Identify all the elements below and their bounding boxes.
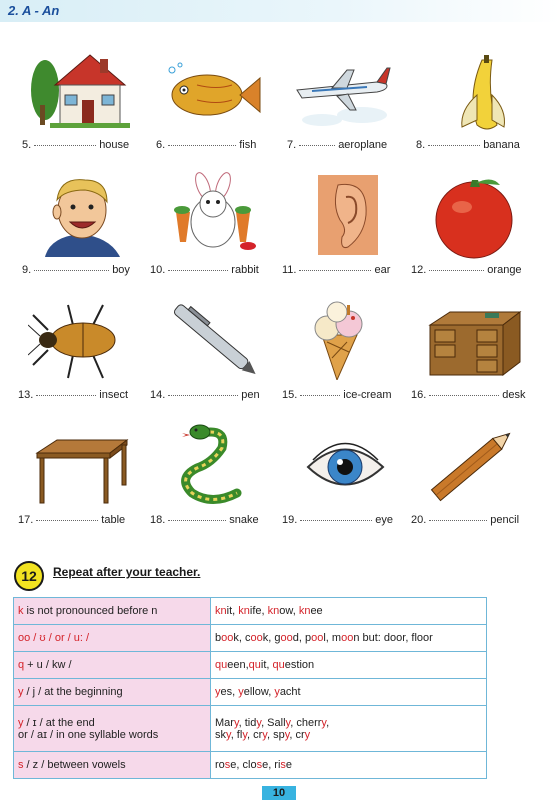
answer-blank[interactable] (168, 145, 236, 146)
item-number: 9. (22, 264, 32, 276)
item-caption-8 (416, 139, 520, 151)
orange-icon (432, 175, 517, 260)
item-word: ice-cream (343, 389, 392, 401)
answer-blank[interactable] (429, 395, 499, 396)
table-row (14, 752, 487, 779)
rule-cell: y / j / at the beginning (14, 679, 211, 706)
ice-cream-icon (307, 300, 372, 380)
item-number: 11. (282, 264, 297, 276)
rule-cell: q + u / kw / (14, 652, 211, 679)
item-word: house (99, 139, 130, 151)
item-word: ear (374, 264, 391, 276)
example-cell: Mary, tidy, Sally, cherry, sky, fly, cry, spy, cry (211, 706, 487, 752)
answer-blank[interactable] (300, 395, 340, 396)
rule-cell: s / z / between vowels (14, 752, 211, 779)
item-caption-6 (156, 139, 256, 151)
table-row (14, 598, 487, 625)
answer-blank[interactable] (299, 270, 371, 271)
banana-icon (452, 55, 512, 135)
item-word: banana (483, 139, 520, 151)
header-band (0, 0, 560, 22)
eye-icon (303, 432, 388, 502)
item-number: 8. (416, 139, 426, 151)
item-caption-16 (411, 389, 526, 401)
item-number: 14. (150, 389, 166, 401)
pen-icon (170, 300, 260, 380)
table-row (14, 679, 487, 706)
item-number: 16. (411, 389, 427, 401)
item-caption-15 (282, 389, 392, 401)
item-word: desk (502, 389, 526, 401)
pencil-icon (425, 425, 520, 505)
desk-icon (425, 310, 525, 380)
item-caption-5 (22, 139, 129, 151)
item-number: 5. (22, 139, 32, 151)
item-caption-19 (282, 514, 393, 526)
answer-blank[interactable] (34, 270, 109, 271)
snake-icon (172, 418, 252, 508)
boy-icon (35, 172, 130, 257)
item-caption-14 (150, 389, 260, 401)
aeroplane-icon (292, 60, 392, 130)
item-number: 17. (18, 514, 34, 526)
item-caption-10 (150, 264, 259, 276)
item-word: snake (229, 514, 259, 526)
answer-blank[interactable] (299, 145, 335, 146)
item-word: table (101, 514, 126, 526)
item-word: eye (375, 514, 394, 526)
exercise-number-badge: 12 (14, 561, 44, 591)
item-word: pencil (490, 514, 520, 526)
page-number: 10 (262, 786, 296, 800)
table-row (14, 625, 487, 652)
item-caption-7 (287, 139, 387, 151)
item-number: 13. (18, 389, 34, 401)
example-cell: yes, yellow, yacht (211, 679, 487, 706)
item-number: 20. (411, 514, 427, 526)
answer-blank[interactable] (36, 520, 98, 521)
answer-blank[interactable] (168, 270, 228, 271)
rule-cell: y / ɪ / at the end or / aɪ / in one syllable words (14, 706, 211, 752)
item-caption-9 (22, 264, 130, 276)
exercise-heading: Repeat after your teacher. (53, 565, 201, 579)
table-row (14, 706, 487, 752)
fish-icon (162, 60, 262, 125)
item-number: 19. (282, 514, 298, 526)
example-cell: rose, close, rise (211, 752, 487, 779)
example-cell: book, cook, good, pool, moon but: door, floor (211, 625, 487, 652)
item-caption-17 (18, 514, 125, 526)
answer-blank[interactable] (168, 520, 226, 521)
item-word: orange (487, 264, 522, 276)
table-icon (32, 438, 132, 508)
answer-blank[interactable] (429, 270, 484, 271)
rule-cell: oo / ʊ / or / u: / (14, 625, 211, 652)
item-word: pen (241, 389, 260, 401)
answer-blank[interactable] (429, 520, 487, 521)
item-caption-13 (18, 389, 128, 401)
house-icon (30, 45, 130, 130)
example-cell: knit, knife, know, knee (211, 598, 487, 625)
item-word: aeroplane (338, 139, 388, 151)
item-number: 15. (282, 389, 298, 401)
rabbit-icon (168, 172, 258, 252)
item-caption-18 (150, 514, 259, 526)
answer-blank[interactable] (168, 395, 238, 396)
rule-cell: k is not pronounced before n (14, 598, 211, 625)
answer-blank[interactable] (34, 145, 96, 146)
item-word: insect (99, 389, 129, 401)
answer-blank[interactable] (36, 395, 96, 396)
item-number: 7. (287, 139, 297, 151)
item-caption-12 (411, 264, 522, 276)
item-number: 12. (411, 264, 427, 276)
example-cell: queen,quit, question (211, 652, 487, 679)
ear-icon (318, 175, 378, 255)
answer-blank[interactable] (428, 145, 480, 146)
item-word: fish (239, 139, 257, 151)
insect-icon (28, 300, 128, 380)
section-title: 2. A - An (8, 3, 60, 18)
table-row (14, 652, 487, 679)
item-word: rabbit (231, 264, 259, 276)
item-word: boy (112, 264, 130, 276)
pronunciation-rules-table (13, 597, 487, 779)
item-caption-20 (411, 514, 519, 526)
item-number: 18. (150, 514, 166, 526)
item-number: 10. (150, 264, 166, 276)
answer-blank[interactable] (300, 520, 372, 521)
item-caption-11 (282, 264, 390, 276)
item-number: 6. (156, 139, 166, 151)
